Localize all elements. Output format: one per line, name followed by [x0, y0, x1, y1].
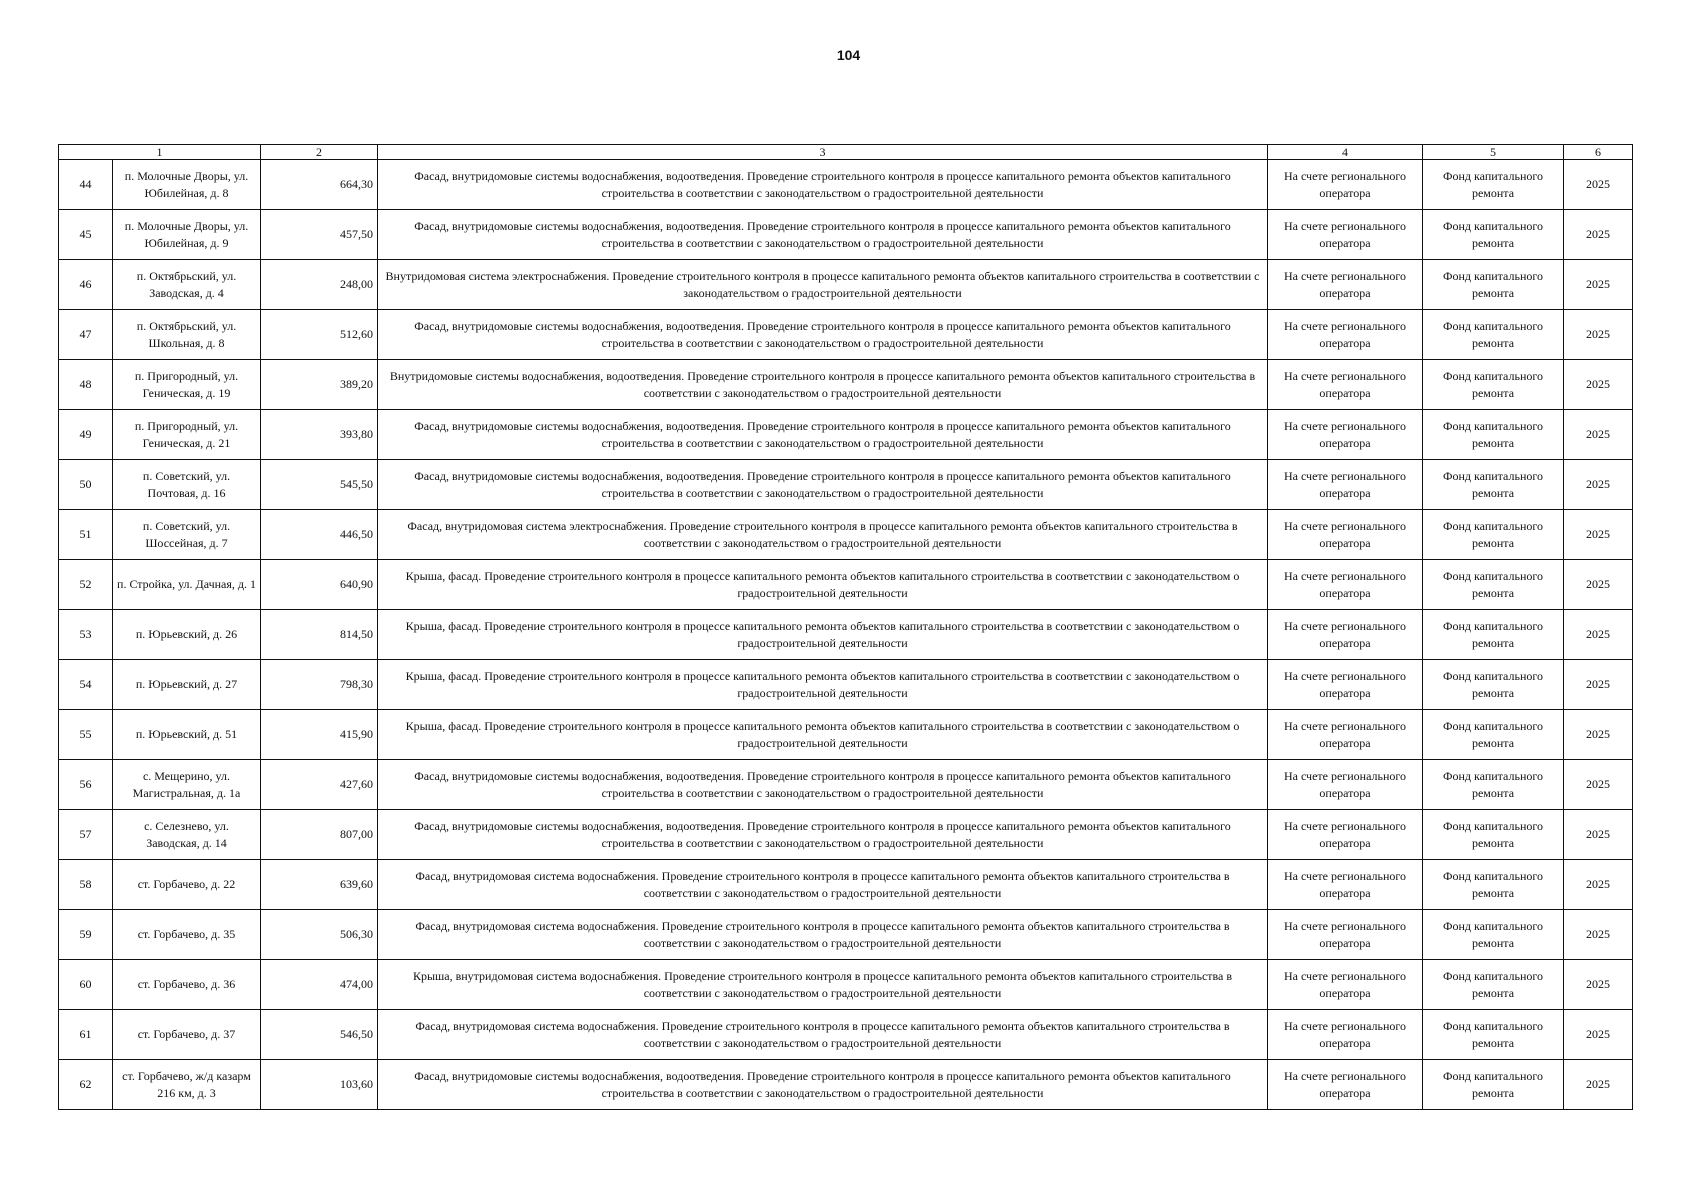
- address-cell: п. Юрьевский, д. 26: [113, 610, 261, 660]
- address-cell: п. Стройка, ул. Дачная, д. 1: [113, 560, 261, 610]
- funding-source-cell: Фонд капитального ремонта: [1423, 660, 1564, 710]
- address-cell: п. Юрьевский, д. 27: [113, 660, 261, 710]
- address-cell: п. Молочные Дворы, ул. Юбилейная, д. 8: [113, 160, 261, 210]
- funding-source-cell: Фонд капитального ремонта: [1423, 1060, 1564, 1110]
- funding-source-cell: Фонд капитального ремонта: [1423, 410, 1564, 460]
- area-cell: 664,30: [261, 160, 378, 210]
- column-number-row: [59, 145, 1633, 160]
- area-cell: 546,50: [261, 1010, 378, 1060]
- account-cell: На счете регионального оператора: [1268, 910, 1423, 960]
- address-cell: ст. Горбачево, д. 22: [113, 860, 261, 910]
- row-number: 49: [59, 410, 113, 460]
- row-number: 59: [59, 910, 113, 960]
- table-row: [59, 560, 1633, 610]
- year-cell: 2025: [1564, 410, 1633, 460]
- row-number: 61: [59, 1010, 113, 1060]
- area-cell: 512,60: [261, 310, 378, 360]
- row-number: 53: [59, 610, 113, 660]
- year-cell: 2025: [1564, 860, 1633, 910]
- account-cell: На счете регионального оператора: [1268, 1060, 1423, 1110]
- row-number: 46: [59, 260, 113, 310]
- row-number: 58: [59, 860, 113, 910]
- year-cell: 2025: [1564, 610, 1633, 660]
- work-description-cell: Фасад, внутридомовые системы водоснабжения, водоотведения. Проведение строительного контроля в процессе капитального ремонта объектов капитального строительства в соответствии с законодательством о градостроительной деятельности: [378, 1060, 1268, 1110]
- area-cell: 545,50: [261, 460, 378, 510]
- year-cell: 2025: [1564, 560, 1633, 610]
- table-row: [59, 360, 1633, 410]
- funding-source-cell: Фонд капитального ремонта: [1423, 860, 1564, 910]
- year-cell: 2025: [1564, 360, 1633, 410]
- funding-source-cell: Фонд капитального ремонта: [1423, 310, 1564, 360]
- row-number: 60: [59, 960, 113, 1010]
- year-cell: 2025: [1564, 310, 1633, 360]
- column-header-5: 5: [1423, 145, 1564, 160]
- work-description-cell: Крыша, фасад. Проведение строительного контроля в процессе капитального ремонта объектов капитального строительства в соответствии с законодательством о градостроительной деятельности: [378, 660, 1268, 710]
- funding-source-cell: Фонд капитального ремонта: [1423, 1010, 1564, 1060]
- address-cell: п. Советский, ул. Почтовая, д. 16: [113, 460, 261, 510]
- area-cell: 639,60: [261, 860, 378, 910]
- area-cell: 798,30: [261, 660, 378, 710]
- address-cell: ст. Горбачево, д. 35: [113, 910, 261, 960]
- account-cell: На счете регионального оператора: [1268, 810, 1423, 860]
- address-cell: с. Мещерино, ул. Магистральная, д. 1а: [113, 760, 261, 810]
- year-cell: 2025: [1564, 510, 1633, 560]
- work-description-cell: Фасад, внутридомовые системы водоснабжения, водоотведения. Проведение строительного контроля в процессе капитального ремонта объектов капитального строительства в соответствии с законодательством о градостроительной деятельности: [378, 210, 1268, 260]
- account-cell: На счете регионального оператора: [1268, 710, 1423, 760]
- table-row: [59, 260, 1633, 310]
- year-cell: 2025: [1564, 810, 1633, 860]
- column-header-2: 2: [261, 145, 378, 160]
- funding-source-cell: Фонд капитального ремонта: [1423, 610, 1564, 660]
- work-description-cell: Фасад, внутридомовая система водоснабжения. Проведение строительного контроля в процессе капитального ремонта объектов капитального строительства в соответствии с законодательством о градостроительной деятельности: [378, 860, 1268, 910]
- work-description-cell: Фасад, внутридомовые системы водоснабжения, водоотведения. Проведение строительного контроля в процессе капитального ремонта объектов капитального строительства в соответствии с законодательством о градостроительной деятельности: [378, 810, 1268, 860]
- row-number: 52: [59, 560, 113, 610]
- funding-source-cell: Фонд капитального ремонта: [1423, 810, 1564, 860]
- address-cell: п. Пригородный, ул. Геническая, д. 19: [113, 360, 261, 410]
- year-cell: 2025: [1564, 760, 1633, 810]
- area-cell: 103,60: [261, 1060, 378, 1110]
- address-cell: с. Селезнево, ул. Заводская, д. 14: [113, 810, 261, 860]
- work-description-cell: Крыша, фасад. Проведение строительного контроля в процессе капитального ремонта объектов капитального строительства в соответствии с законодательством о градостроительной деятельности: [378, 710, 1268, 760]
- work-description-cell: Фасад, внутридомовая система электроснабжения. Проведение строительного контроля в процессе капитального ремонта объектов капитального строительства в соответствии с законодательством о градостроительной деятельности: [378, 510, 1268, 560]
- table-row: [59, 660, 1633, 710]
- address-cell: п. Советский, ул. Шоссейная, д. 7: [113, 510, 261, 560]
- work-description-cell: Фасад, внутридомовые системы водоснабжения, водоотведения. Проведение строительного контроля в процессе капитального ремонта объектов капитального строительства в соответствии с законодательством о градостроительной деятельности: [378, 310, 1268, 360]
- page-number: 104: [836, 47, 861, 63]
- work-description-cell: Фасад, внутридомовые системы водоснабжения, водоотведения. Проведение строительного контроля в процессе капитального ремонта объектов капитального строительства в соответствии с законодательством о градостроительной деятельности: [378, 410, 1268, 460]
- funding-source-cell: Фонд капитального ремонта: [1423, 910, 1564, 960]
- column-header-3: 3: [378, 145, 1268, 160]
- funding-source-cell: Фонд капитального ремонта: [1423, 160, 1564, 210]
- row-number: 47: [59, 310, 113, 360]
- year-cell: 2025: [1564, 960, 1633, 1010]
- account-cell: На счете регионального оператора: [1268, 460, 1423, 510]
- funding-source-cell: Фонд капитального ремонта: [1423, 210, 1564, 260]
- work-description-cell: Фасад, внутридомовая система водоснабжения. Проведение строительного контроля в процессе капитального ремонта объектов капитального строительства в соответствии с законодательством о градостроительной деятельности: [378, 1010, 1268, 1060]
- account-cell: На счете регионального оператора: [1268, 560, 1423, 610]
- funding-source-cell: Фонд капитального ремонта: [1423, 260, 1564, 310]
- account-cell: На счете регионального оператора: [1268, 360, 1423, 410]
- area-cell: 457,50: [261, 210, 378, 260]
- funding-source-cell: Фонд капитального ремонта: [1423, 960, 1564, 1010]
- table-row: [59, 910, 1633, 960]
- column-header-6: 6: [1564, 145, 1633, 160]
- row-number: 55: [59, 710, 113, 760]
- row-number: 48: [59, 360, 113, 410]
- account-cell: На счете регионального оператора: [1268, 960, 1423, 1010]
- account-cell: На счете регионального оператора: [1268, 610, 1423, 660]
- table-row: [59, 460, 1633, 510]
- funding-source-cell: Фонд капитального ремонта: [1423, 760, 1564, 810]
- work-description-cell: Фасад, внутридомовая система водоснабжения. Проведение строительного контроля в процессе капитального ремонта объектов капитального строительства в соответствии с законодательством о градостроительной деятельности: [378, 910, 1268, 960]
- table-row: [59, 810, 1633, 860]
- account-cell: На счете регионального оператора: [1268, 660, 1423, 710]
- work-description-cell: Внутридомовая система электроснабжения. Проведение строительного контроля в процессе капитального ремонта объектов капитального строительства в соответствии с законодательством о градостроительной деятельности: [378, 260, 1268, 310]
- work-description-cell: Крыша, внутридомовая система водоснабжения. Проведение строительного контроля в процессе капитального ремонта объектов капитального строительства в соответствии с законодательством о градостроительной деятельности: [378, 960, 1268, 1010]
- account-cell: На счете регионального оператора: [1268, 210, 1423, 260]
- account-cell: На счете регионального оператора: [1268, 160, 1423, 210]
- area-cell: 415,90: [261, 710, 378, 760]
- table-row: [59, 1060, 1633, 1110]
- table-row: [59, 410, 1633, 460]
- work-description-cell: Крыша, фасад. Проведение строительного контроля в процессе капитального ремонта объектов капитального строительства в соответствии с законодательством о градостроительной деятельности: [378, 610, 1268, 660]
- funding-source-cell: Фонд капитального ремонта: [1423, 510, 1564, 560]
- year-cell: 2025: [1564, 1060, 1633, 1110]
- funding-source-cell: Фонд капитального ремонта: [1423, 360, 1564, 410]
- account-cell: На счете регионального оператора: [1268, 1010, 1423, 1060]
- area-cell: 427,60: [261, 760, 378, 810]
- address-cell: п. Юрьевский, д. 51: [113, 710, 261, 760]
- account-cell: На счете регионального оператора: [1268, 410, 1423, 460]
- table-row: [59, 310, 1633, 360]
- row-number: 50: [59, 460, 113, 510]
- address-cell: п. Октябрьский, ул. Школьная, д. 8: [113, 310, 261, 360]
- area-cell: 506,30: [261, 910, 378, 960]
- area-cell: 389,20: [261, 360, 378, 410]
- funding-source-cell: Фонд капитального ремонта: [1423, 460, 1564, 510]
- year-cell: 2025: [1564, 710, 1633, 760]
- account-cell: На счете регионального оператора: [1268, 310, 1423, 360]
- year-cell: 2025: [1564, 210, 1633, 260]
- column-header-4: 4: [1268, 145, 1423, 160]
- area-cell: 248,00: [261, 260, 378, 310]
- area-cell: 446,50: [261, 510, 378, 560]
- table-row: [59, 610, 1633, 660]
- work-description-cell: Внутридомовые системы водоснабжения, водоотведения. Проведение строительного контроля в процессе капитального ремонта объектов капитального строительства в соответствии с законодательством о градостроительной деятельности: [378, 360, 1268, 410]
- table-row: [59, 510, 1633, 560]
- address-cell: ст. Горбачево, д. 36: [113, 960, 261, 1010]
- account-cell: На счете регионального оператора: [1268, 260, 1423, 310]
- account-cell: На счете регионального оператора: [1268, 860, 1423, 910]
- row-number: 54: [59, 660, 113, 710]
- table-row: [59, 1010, 1633, 1060]
- table-row: [59, 760, 1633, 810]
- area-cell: 474,00: [261, 960, 378, 1010]
- work-description-cell: Крыша, фасад. Проведение строительного контроля в процессе капитального ремонта объектов капитального строительства в соответствии с законодательством о градостроительной деятельности: [378, 560, 1268, 610]
- work-description-cell: Фасад, внутридомовые системы водоснабжения, водоотведения. Проведение строительного контроля в процессе капитального ремонта объектов капитального строительства в соответствии с законодательством о градостроительной деятельности: [378, 760, 1268, 810]
- row-number: 44: [59, 160, 113, 210]
- table-row: [59, 710, 1633, 760]
- funding-source-cell: Фонд капитального ремонта: [1423, 710, 1564, 760]
- year-cell: 2025: [1564, 460, 1633, 510]
- table-row: [59, 160, 1633, 210]
- table-row: [59, 860, 1633, 910]
- row-number: 51: [59, 510, 113, 560]
- account-cell: На счете регионального оператора: [1268, 760, 1423, 810]
- row-number: 45: [59, 210, 113, 260]
- column-header-1: 1: [59, 145, 261, 160]
- year-cell: 2025: [1564, 1010, 1633, 1060]
- area-cell: 640,90: [261, 560, 378, 610]
- row-number: 57: [59, 810, 113, 860]
- area-cell: 814,50: [261, 610, 378, 660]
- table-row: [59, 960, 1633, 1010]
- year-cell: 2025: [1564, 910, 1633, 960]
- year-cell: 2025: [1564, 660, 1633, 710]
- year-cell: 2025: [1564, 160, 1633, 210]
- area-cell: 807,00: [261, 810, 378, 860]
- row-number: 56: [59, 760, 113, 810]
- work-description-cell: Фасад, внутридомовые системы водоснабжения, водоотведения. Проведение строительного контроля в процессе капитального ремонта объектов капитального строительства в соответствии с законодательством о градостроительной деятельности: [378, 460, 1268, 510]
- year-cell: 2025: [1564, 260, 1633, 310]
- area-cell: 393,80: [261, 410, 378, 460]
- address-cell: п. Молочные Дворы, ул. Юбилейная, д. 9: [113, 210, 261, 260]
- address-cell: п. Пригородный, ул. Геническая, д. 21: [113, 410, 261, 460]
- capital-repair-table: [58, 144, 1633, 1110]
- funding-source-cell: Фонд капитального ремонта: [1423, 560, 1564, 610]
- row-number: 62: [59, 1060, 113, 1110]
- table-row: [59, 210, 1633, 260]
- address-cell: ст. Горбачево, ж/д казарм 216 км, д. 3: [113, 1060, 261, 1110]
- account-cell: На счете регионального оператора: [1268, 510, 1423, 560]
- work-description-cell: Фасад, внутридомовые системы водоснабжения, водоотведения. Проведение строительного контроля в процессе капитального ремонта объектов капитального строительства в соответствии с законодательством о градостроительной деятельности: [378, 160, 1268, 210]
- address-cell: п. Октябрьский, ул. Заводская, д. 4: [113, 260, 261, 310]
- table-body: [59, 160, 1633, 1110]
- address-cell: ст. Горбачево, д. 37: [113, 1010, 261, 1060]
